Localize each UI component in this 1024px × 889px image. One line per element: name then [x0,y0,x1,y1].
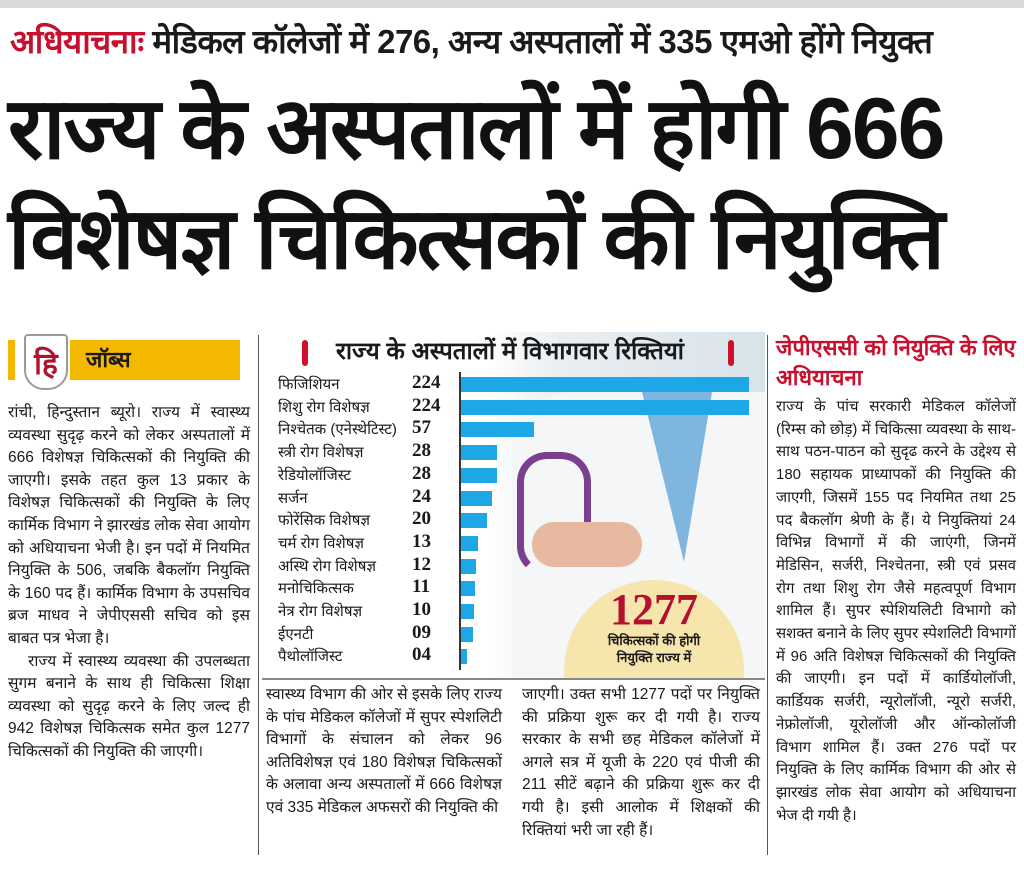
badge-line-1: चिकित्सकों की होगी [607,633,701,648]
paragraph: राज्य के पांच सरकारी मेडिकल कॉलेजों (रिम्स को छोड़) में चिकित्सा व्यवस्था के साथ-साथ पठन-पाठन को सुदृढ करने के उद्देश्य से 180 सहायक प्राध्यापकों की नियुक्ति की जाएगी, जिसमें 155 पद नियमित तथा 25 पद बैकलॉग श्रेणी के हैं। ये नियुक्तियां 24 विभिन्न विभागों में की जाएंगी, जिनमें मेडिसिन, सर्जरी, निश्चेतना, स्त्री एवं प्रसव रोग तथा शिशु रोग जैसे महत्वपूर्ण विभाग शामिल हैं। सुपर स्पेशियलिटी विभागो को सशक्त बनाने के लिए सुपर स्पेशलिटी विभागों में 96 अति विशेषज्ञ चिकित्सकों की नियुक्ति की जाएगी। इन पदों में कार्डियोलॉजी, कार्डियक सर्जरी, न्यूरोलॉजी, न्यूरो सर्जरी, नेफ्रोलॉजी, यूरोलॉजी और ऑन्कोलॉजी विभाग शामिल हैं। उक्त 276 पदों पर नियुक्ति के लिए कार्मिक विभाग की ओर से झारखंड लोक सेवा आयोग को अधियाचना भेज दी गयी है। [776,398,1016,824]
hindustan-logo-icon [24,334,68,390]
bar [461,445,497,460]
bar [461,604,474,619]
bar-label: चर्म रोग विशेषज्ञ [278,534,365,552]
bar [461,649,467,664]
left-column [8,402,250,764]
bar-value-label: 28 [412,440,431,462]
bar-value-label: 224 [412,372,441,393]
sidebar-heading: जेपीएससी को नियुक्ति के लिए अधियाचना [776,335,1016,390]
bar-label: पैथोलॉजिस्ट [278,648,343,666]
section-brand [8,338,242,384]
total-badge [564,580,744,680]
bar-value-label: 12 [412,553,431,575]
middle-column-2 [522,684,760,842]
logo-text: हि [34,347,58,381]
headline-line-1: राज्य के अस्पतालों में होगी 666 [8,81,944,177]
bar-label: सर्जन [278,489,308,507]
paragraph: रांची, हिन्दुस्तान ब्यूरो। राज्य में स्वास्थ्य व्यवस्था सुदृढ़ करने को लेकर अस्पतालों में 666 विशेषज्ञ चिकित्सकों की नियुक्ति की जाएगी। इसके तहत कुल 13 प्रकार के विशेषज्ञ चिकित्सकों की नियुक्ति के लिए कार्मिक विभाग ने झारखंड लोक सेवा आयोग को अधियाचना भेजी है। इन पदों में नियमित नियुक्ति के 506, जबकि बैकलॉग नियुक्ति के 160 पद हैं। कार्मिक विभाग के उपसचिव ब्रज माधव ने जेपीएससी सचिव को इस बाबत पत्र भेजा है। [8,404,250,647]
bar [461,400,749,415]
badge-line-2: नियुक्ति राज्य में [616,650,692,665]
bar-value-label: 11 [412,576,430,598]
chart-title: राज्य के अस्पतालों में विभागवार रिक्तियां [336,338,684,365]
paragraph: जाएगी। उक्त सभी 1277 पदों पर नियुक्ति की प्रक्रिया शुरू कर दी गयी है। राज्य सरकार के सभी छह मेडिकल कॉलेजों में अगले सत्र में यूजी के 220 एवं पीजी की 211 सीटें बढ़ाने की प्रक्रिया शुरू कर दी गयी है। इसी आलोक में शिक्षकों की रिक्तियां भरी जा रही हैं। [522,686,760,839]
top-border [0,0,1024,8]
bar-value-label: 20 [412,508,431,530]
bar-label: मनोचिकित्सक [278,580,354,598]
bar-label: फिजिशियन [278,376,340,393]
column-divider [767,335,768,855]
bar-value-label: 24 [412,485,431,507]
paragraph: राज्य में स्वास्थ्य व्यवस्था की उपलब्धता सुगम बनाने के साथ ही चिकित्सा शिक्षा व्यवस्था को सुदृढ़ करने के लिए जल्द ही 942 विशेषज्ञ चिकित्सक समेत कुल 1277 चिकित्सकों की नियुक्ति की जाएगी। [8,652,250,760]
column-divider [258,335,259,855]
headline-line-2: विशेषज्ञ चिकित्सकों की नियुक्ति [8,191,943,287]
right-column [776,396,1016,827]
bar-value-label: 57 [412,417,431,439]
bar-label: स्त्री रोग विशेषज्ञ [278,444,364,462]
bar-value-label: 224 [412,394,441,416]
bar [461,377,749,392]
bar-value-label: 09 [412,621,431,643]
bar [461,422,534,437]
bar [461,468,497,483]
brand-accent-bar [8,340,15,380]
bar [461,581,475,596]
bar-label: फोरेंसिक विशेषज्ञ [278,512,371,530]
bar-label: नेत्र रोग विशेषज्ञ [278,603,363,620]
bar-value-label: 04 [412,644,431,666]
bar [461,536,478,551]
bar-label: रेडियोलॉजिस्ट [278,466,352,484]
section-label: जॉब्स [70,340,240,380]
kicker-label: अधियाचनाः [10,23,144,60]
kicker-text: मेडिकल कॉलेजों में 276, अन्य अस्पतालों में 335 एमओ होंगे नियुक्त [152,23,933,60]
bar-label: ईएनटी [278,625,314,643]
bar [461,491,492,506]
bar-value-label: 10 [412,599,431,620]
vacancy-infographic [262,332,765,680]
badge-number: 1277 [610,585,698,634]
doctor-hand-image [532,522,642,567]
bar-label: निश्चेतक (एनेस्थेटिस्ट) [278,421,397,439]
bar [461,559,476,574]
bar [461,627,473,642]
middle-column-1 [266,684,502,820]
bar-label: शिशु रोग विशेषज्ञ [278,398,370,416]
paragraph: स्वास्थ्य विभाग की ओर से इसके लिए राज्य के पांच मेडिकल कॉलेजों में सुपर स्पेशलिटी विभागों के संचालन को लेकर 96 अतिविशेषज्ञ एवं 180 विशेषज्ञ चिकित्सकों के अलावा अन्य अस्पतालों में 666 विशेषज्ञ एवं 335 मेडिकल अफसरों की नियुक्ति की [266,686,502,816]
bar [461,513,487,528]
title-bracket-right [728,340,734,366]
bar-value-label: 28 [412,462,431,484]
kicker [10,18,1020,63]
bar-value-label: 13 [412,530,431,552]
bar-label: अस्थि रोग विशेषज्ञ [278,557,376,575]
